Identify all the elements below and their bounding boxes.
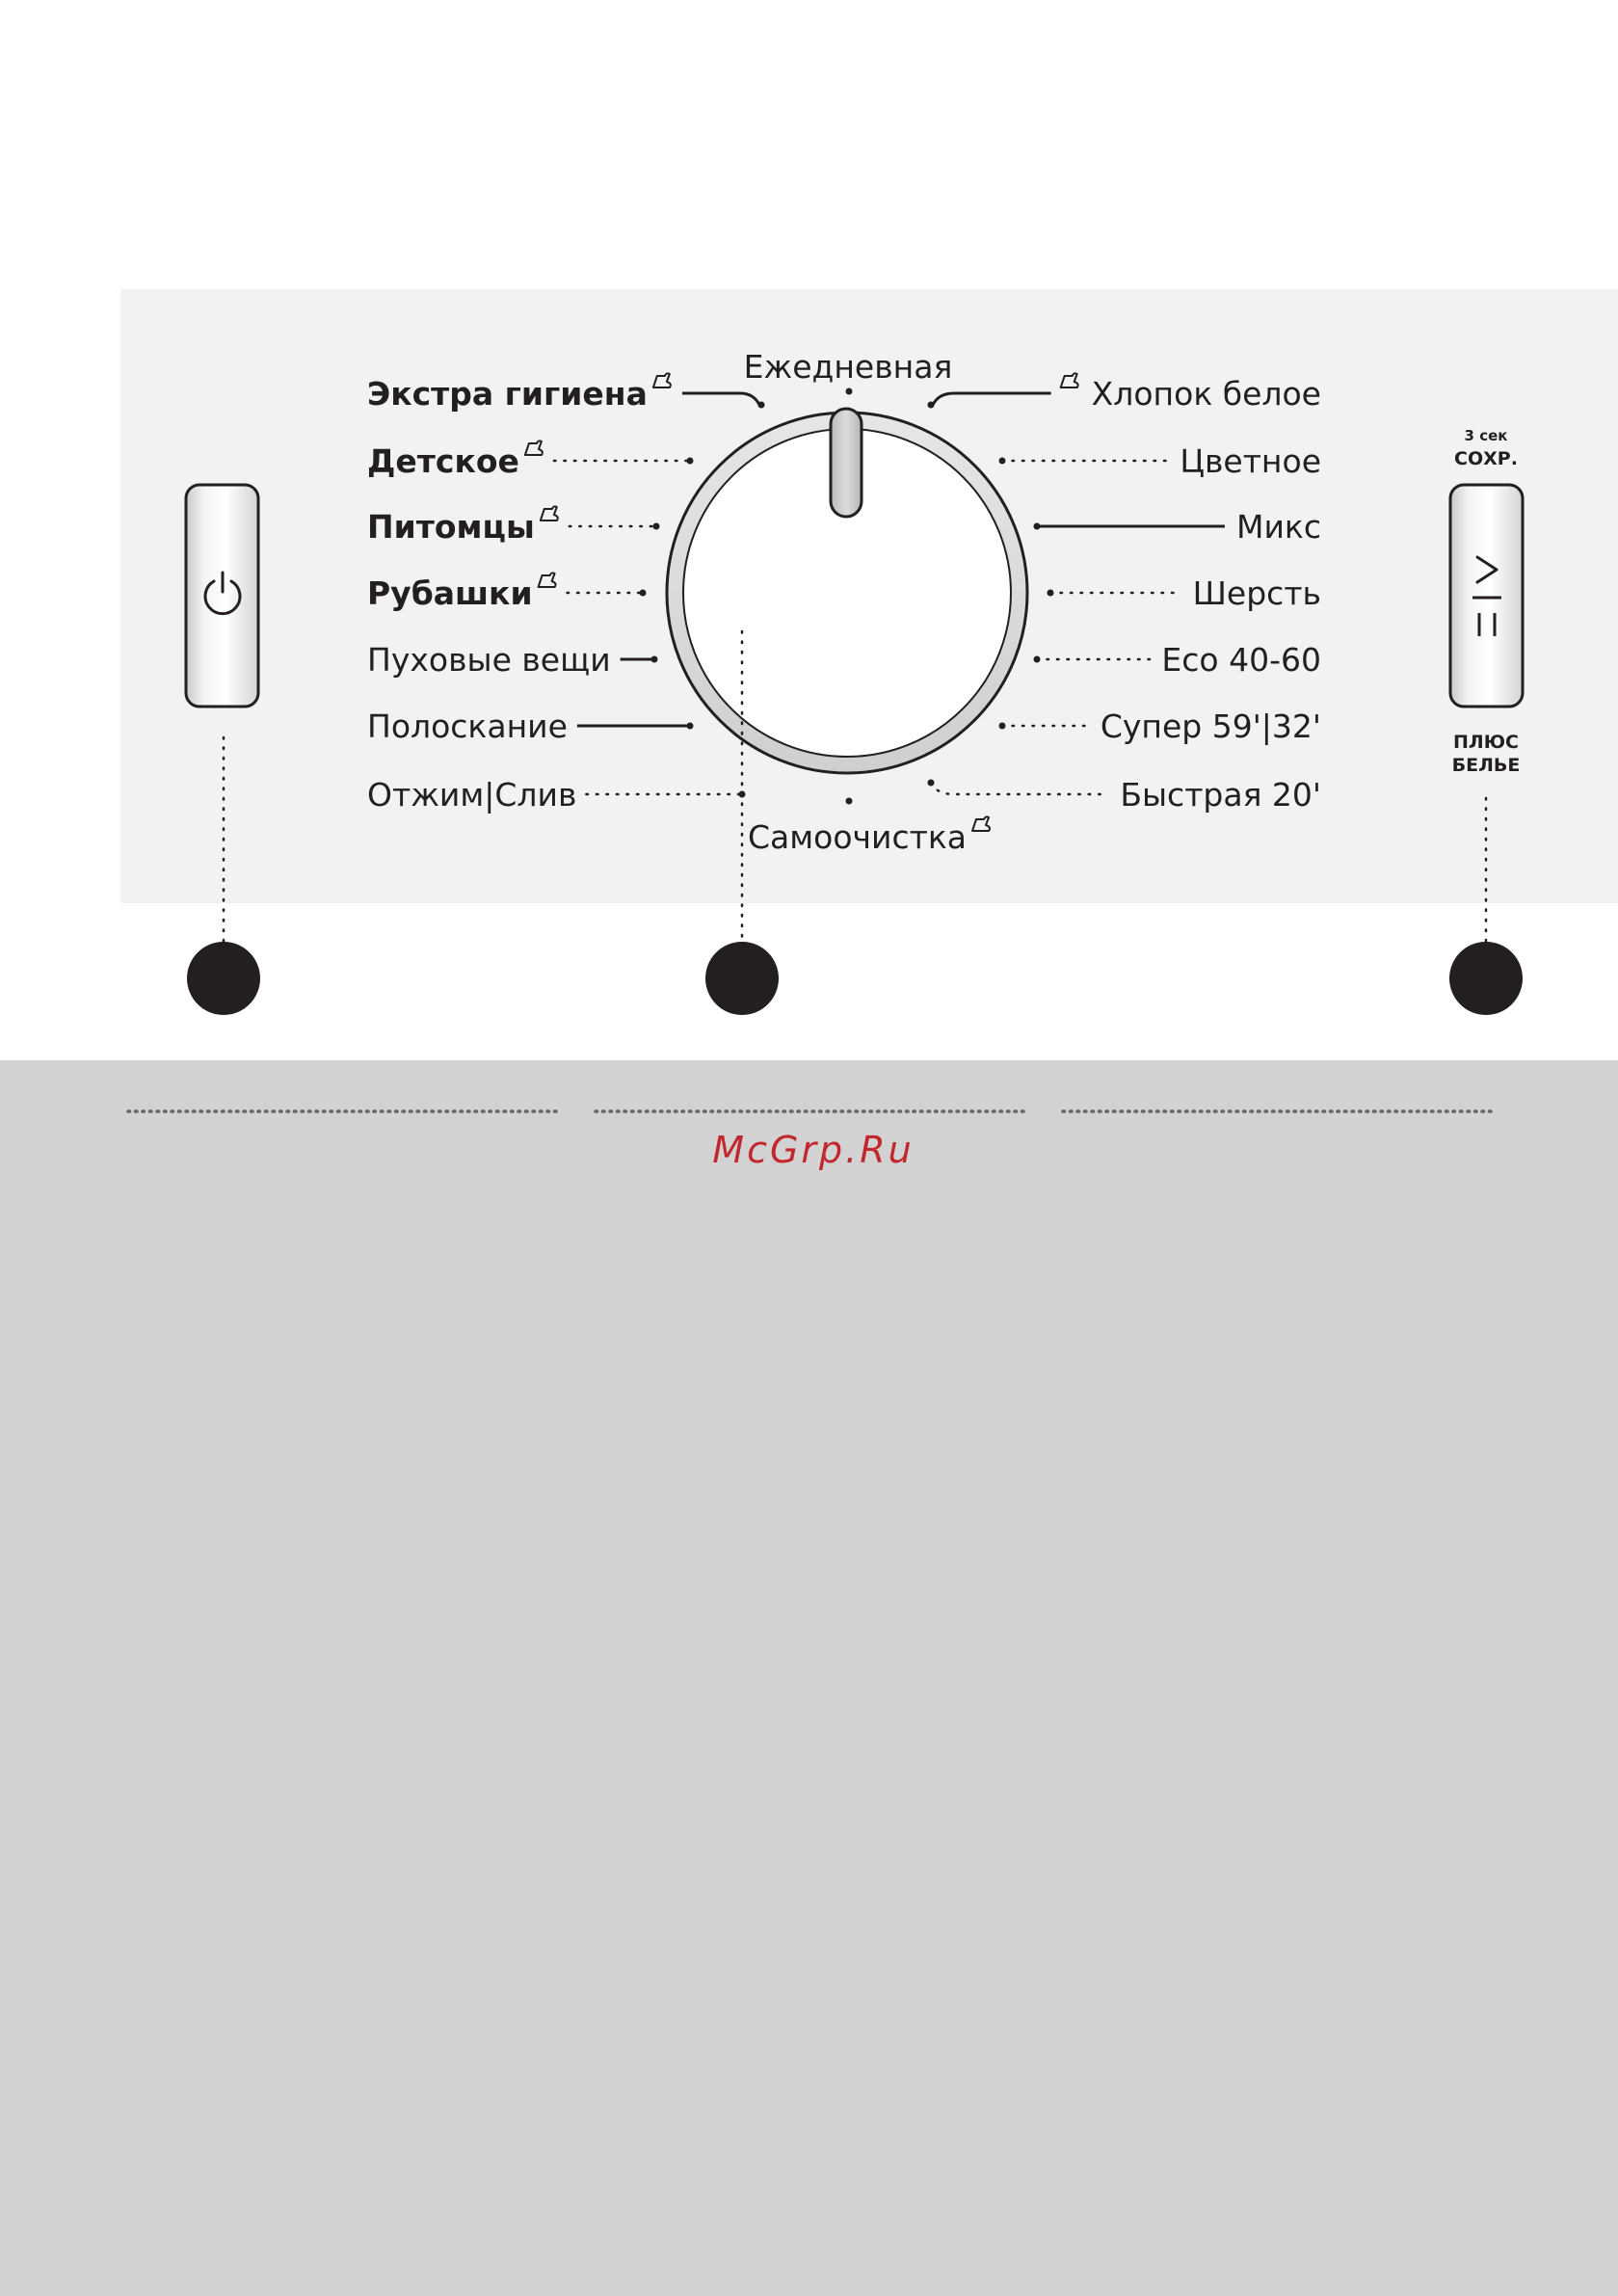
dial-tick [1034, 523, 1041, 530]
program-self-clean: Самоочистка [748, 818, 968, 856]
program-микс: Микс [1236, 508, 1321, 546]
leader-line [931, 783, 1108, 794]
dial-tick [653, 523, 660, 530]
steam-icon [653, 373, 671, 387]
dial-tick [739, 791, 746, 798]
leader-line [682, 393, 759, 405]
dial-tick [999, 723, 1006, 730]
program-dial[interactable] [667, 409, 1027, 773]
save-label: СОХР. [1454, 448, 1518, 469]
daily-tick [846, 388, 853, 395]
add-laundry-label-2: БЕЛЬЕ [1451, 755, 1521, 776]
program-полоскание: Полоскание [367, 707, 568, 745]
start-pause-button[interactable] [1450, 485, 1523, 707]
program-питомцы: Питомцы [367, 508, 535, 546]
program-eco-40-60: Eco 40-60 [1161, 641, 1321, 679]
steam-icon [525, 441, 543, 455]
dial-tick [928, 780, 935, 787]
add-laundry-label-1: ПЛЮС [1453, 732, 1519, 753]
program-шерсть: Шерсть [1192, 574, 1321, 612]
program-детское: Детское [367, 442, 519, 480]
program-быстрая-20: Быстрая 20' [1120, 776, 1321, 814]
program-хлопок-белое: Хлопок белое [1091, 375, 1321, 413]
steam-icon [1061, 373, 1078, 387]
power-marker [187, 942, 260, 1015]
steam-icon [539, 573, 556, 587]
program-рубашки: Рубашки [367, 574, 533, 612]
steam-icon [972, 816, 990, 831]
program-отжим-слив: Отжим|Слив [367, 776, 577, 814]
dial-tick [1048, 590, 1054, 597]
dial-tick [687, 458, 694, 465]
hold-label: 3 сек [1464, 427, 1508, 444]
selfclean-tick [846, 798, 853, 805]
dial-tick [651, 656, 658, 663]
start-marker [1449, 942, 1523, 1015]
steam-icon [541, 506, 558, 521]
program-цветное: Цветное [1180, 442, 1321, 480]
dial-tick [928, 402, 935, 409]
power-button[interactable] [186, 485, 258, 707]
dial-pointer [831, 409, 862, 517]
program-пуховые-вещи: Пуховые вещи [367, 641, 611, 679]
program-daily: Ежедневная [743, 348, 953, 386]
dial-tick [640, 590, 647, 597]
program-супер-59-32: Супер 59'|32' [1100, 707, 1321, 745]
dial-tick [999, 458, 1006, 465]
dial-tick [1034, 656, 1041, 663]
dial-tick [758, 402, 765, 409]
watermark: McGrp.Ru [712, 1129, 915, 1171]
program-экстра-гигиена: Экстра гигиена [367, 375, 648, 413]
dial-tick [687, 723, 694, 730]
dial-marker [705, 942, 779, 1015]
leader-line [933, 393, 1051, 405]
